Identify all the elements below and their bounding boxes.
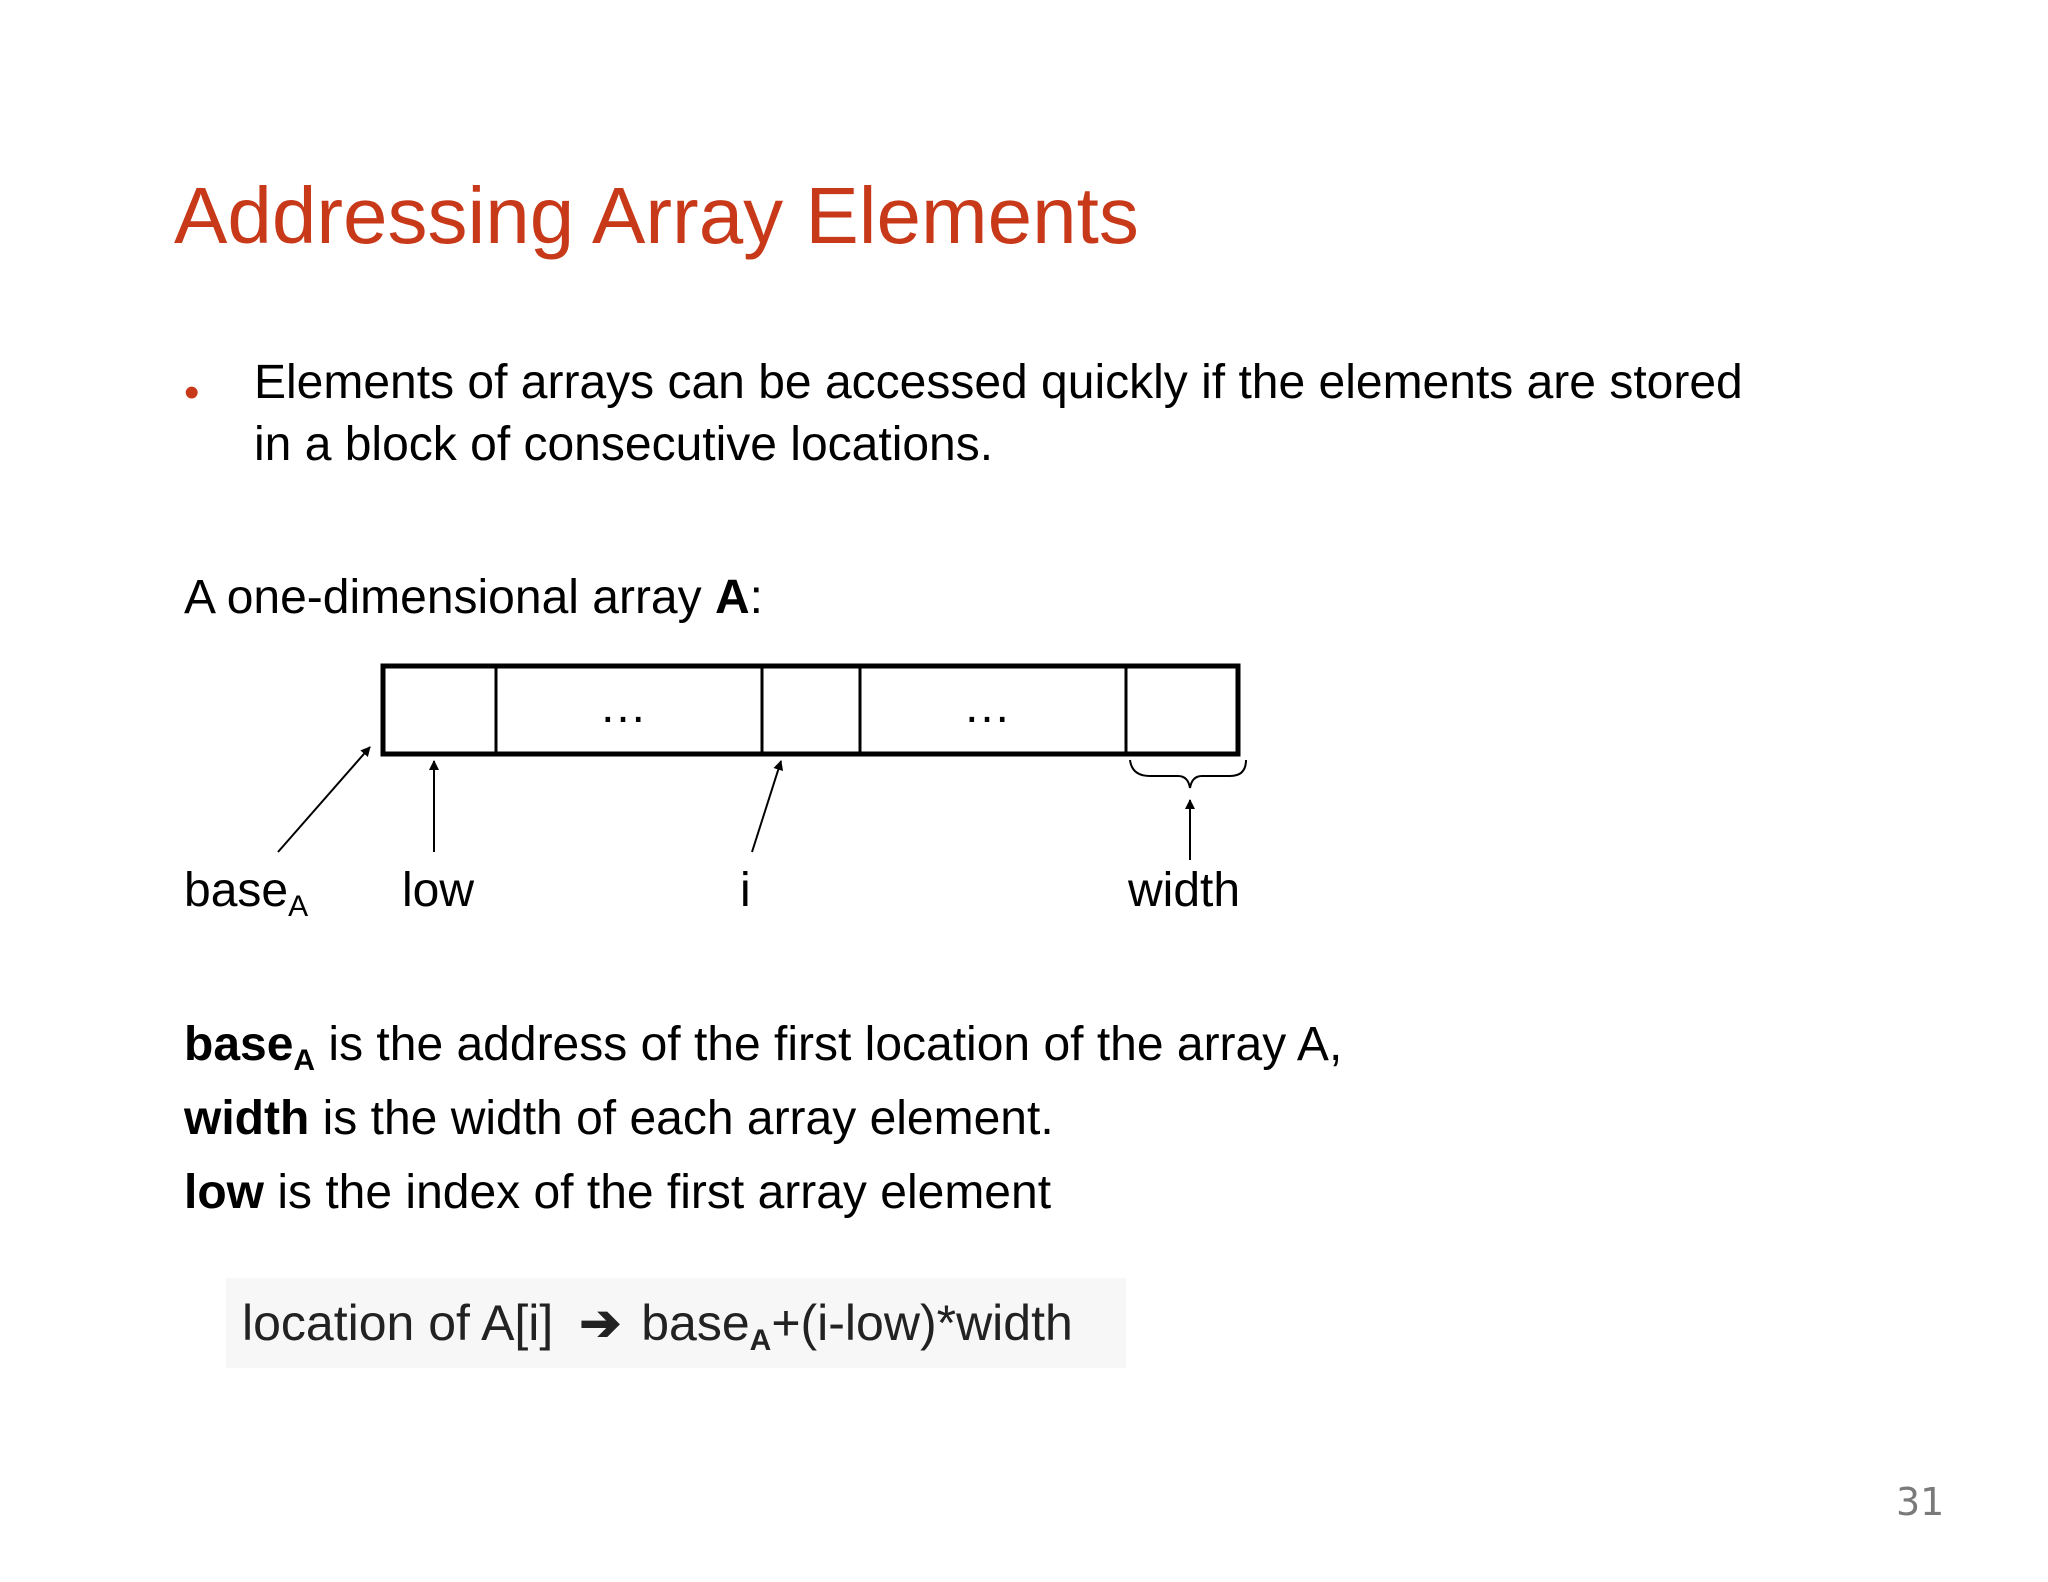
definitions: [184, 1008, 1342, 1230]
array-name: A: [714, 571, 750, 624]
label-width: width: [1128, 864, 1241, 917]
page-number: 31: [1896, 1480, 1945, 1524]
i-arrow: [752, 761, 781, 852]
definition-width: width is the width of each array element.: [184, 1092, 1054, 1145]
formula: [242, 1292, 1073, 1357]
definition-base: base$_A$ is the address of the first location of the array A,: [184, 1018, 1343, 1077]
formula-box: [226, 1278, 1126, 1368]
right-arrow-icon: ➔: [579, 1295, 622, 1351]
label-low: low: [402, 864, 475, 917]
bullet-text: Elements of arrays can be accessed quickly if the elements are stored in a block of consecutive locations.: [254, 356, 1743, 471]
array-intro-colon: :: [749, 571, 763, 624]
formula-rhs-sub: A: [749, 1324, 772, 1357]
label-i: i: [740, 864, 751, 917]
formula-lhs: location of A[i]: [242, 1295, 554, 1351]
array-intro-text: A one-dimensional array: [184, 571, 715, 624]
array-ellipsis-2: …: [963, 680, 1011, 733]
definition-low: low is the index of the first array element: [184, 1166, 1052, 1219]
label-base: base$_A$: [184, 864, 309, 923]
slide-title: Addressing Array Elements: [174, 171, 1139, 260]
base-arrow: [278, 747, 370, 852]
width-brace: [1130, 760, 1246, 788]
array-ellipsis-1: …: [599, 680, 647, 733]
bullet-icon: •: [184, 368, 200, 417]
array-box: [383, 666, 1238, 754]
formula-rhs-rest: +(i-low)*width: [771, 1295, 1073, 1351]
formula-rhs-base: base: [641, 1295, 750, 1351]
